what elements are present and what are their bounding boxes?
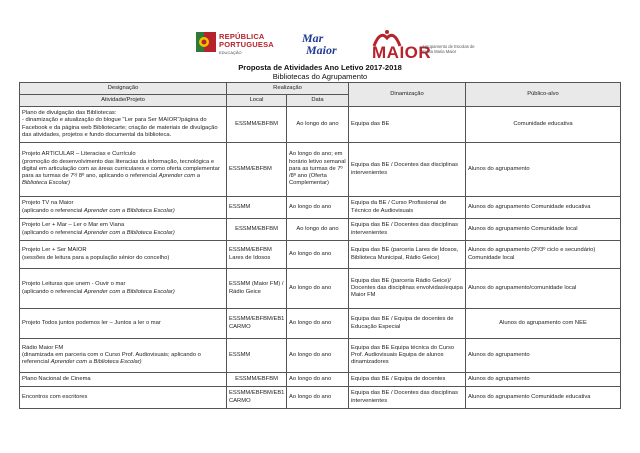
data-cell: Ao longo do ano [287, 269, 349, 309]
publico-cell: Alunos do agrupamento com NEE [466, 309, 621, 339]
activity-cell: Projeto Ler + Ser MAIOR (sessões de leitura para a população sénior do concelho) [20, 241, 227, 269]
local-cell: ESSMM/EBFBM [227, 107, 287, 143]
local-cell: ESSMM/EBFBM Lares de Idosos [227, 241, 287, 269]
dinamizacao-cell: Equipa das BE (parceria Rádio Geice)/ Docentes das disciplinas envolvidas/equipa Maior FM [349, 269, 466, 309]
data-cell: Ao longo do ano [287, 309, 349, 339]
data-cell: Ao longo do ano [287, 107, 349, 143]
activity-cell: Projeto Leituras que unem - Ouvir o mar (aplicando o referencial Aprender com a Biblioteca Escolar) [20, 269, 227, 309]
local-cell: ESSMM/EBFBM [227, 143, 287, 197]
publico-cell: Comunidade educativa [466, 107, 621, 143]
data-cell: Ao longo do ano [287, 373, 349, 387]
dinamizacao-cell: Equipa das BE / Equipa de docentes de Educação Especial [349, 309, 466, 339]
local-cell: ESSMM [227, 339, 287, 373]
activity-cell: Rádio Maior FM (dinamizada em parceria com o Curso Prof. Audiovisuais; aplicando o referencial Aprender com a Biblioteca Escolar) [20, 339, 227, 373]
dinamizacao-cell: Equipa das BE (parceria Lares de Idosos, Biblioteca Municipal, Rádio Geice) [349, 241, 466, 269]
activity-cell: Projeto Todos juntos podemos ler – Juntos a ler o mar [20, 309, 227, 339]
table-row [20, 309, 621, 339]
table-row [20, 197, 621, 219]
data-cell: Ao longo do ano [287, 197, 349, 219]
table-row [20, 219, 621, 241]
dinamizacao-cell: Equipa das BE / Equipa de docentes [349, 373, 466, 387]
data-cell: Ao longo do ano [287, 241, 349, 269]
data-cell: Ao longo do ano [287, 387, 349, 409]
mar-maior-logo [302, 32, 346, 58]
republica-emblem-icon [196, 32, 216, 52]
publico-cell: Alunos do agrupamento Comunidade educativa [466, 197, 621, 219]
header-data: Data [287, 95, 349, 107]
mar-maior-line1: Mar [302, 31, 324, 45]
data-cell: Ao longo do ano [287, 339, 349, 373]
dinamizacao-cell: Equipa das BE / Docentes das disciplinas intervenientes [349, 219, 466, 241]
header-atividade: Atividade/Projeto [20, 95, 227, 107]
publico-cell: Alunos do agrupamento/comunidade local [466, 269, 621, 309]
local-cell: ESSMM/EBFBM/EB1 CARMO [227, 387, 287, 409]
dinamizacao-cell: Equipa das BE Equipa técnica do Curso Prof. Audiovisuais Equipa de alunos dinamizadores [349, 339, 466, 373]
local-cell: ESSMM/EBFBM [227, 373, 287, 387]
header-realizacao: Realização [227, 83, 349, 95]
document-subtitle: Bibliotecas do Agrupamento [272, 72, 368, 81]
publico-cell: Alunos do agrupamento (2º/3º ciclo e secundário) Comunidade local [466, 241, 621, 269]
activity-cell: Plano de divulgação das Bibliotecas: - dinamização e atualização do blogue "Ler para Ser MAIOR"/página do Facebook e da página web Bibliotecarte; criação de materiais de divulgação das atividades, projetos e fundo documental da biblioteca. [20, 107, 227, 143]
header-local: Local [227, 95, 287, 107]
publico-cell: Alunos do agrupamento Comunidade local [466, 219, 621, 241]
maior-tagline: Agrupamento de Escolas de Santa Maria Maior [422, 44, 475, 54]
activity-cell: Plano Nacional de Cinema [20, 373, 227, 387]
mar-maior-line2: Maior [306, 43, 337, 57]
activity-cell: Projeto Ler + Mar – Ler o Mar em Viana (aplicando o referencial Aprender com a Biblioteca Escolar) [20, 219, 227, 241]
header-publico: Público-alvo [466, 83, 621, 107]
dinamizacao-cell: Equipa das BE / Docentes das disciplinas intervenientes [349, 387, 466, 409]
maior-word: MAIOR [372, 43, 432, 62]
activity-cell: Encontros com escritores [20, 387, 227, 409]
table-row [20, 269, 621, 309]
header-row-1 [20, 83, 621, 95]
header-logos [0, 0, 640, 62]
document-title: Proposta de Atividades Ano Letivo 2017-2018 [238, 63, 402, 72]
publico-cell: Alunos do agrupamento [466, 373, 621, 387]
header-dinamizacao: Dinamização [349, 83, 466, 107]
publico-cell: Alunos do agrupamento [466, 339, 621, 373]
local-cell: ESSMM (Maior FM) / Rádio Geice [227, 269, 287, 309]
table-row [20, 241, 621, 269]
publico-cell: Alunos do agrupamento [466, 143, 621, 197]
dinamizacao-cell: Equipa da BE / Curso Profissional de Técnico de Audiovisuais [349, 197, 466, 219]
republica-sub: EDUCAÇÃO [219, 50, 242, 55]
data-cell: Ao longo do ano [287, 219, 349, 241]
maior-logo [372, 28, 476, 62]
local-cell: ESSMM/EBFBM [227, 219, 287, 241]
publico-cell: Alunos do agrupamento Comunidade educativa [466, 387, 621, 409]
header-designacao: Designação [20, 83, 227, 95]
republica-text: REPÚBLICA PORTUGUESA [219, 32, 274, 49]
activities-table [19, 82, 621, 409]
table-row [20, 387, 621, 409]
table-row [20, 373, 621, 387]
activity-cell: Projeto ARTICULAR – Literacias e Currículo (promoção do desenvolvimento das literacias da informação, tecnológica e digital em articulação com as áreas curriculares e como oferta complementar para as turmas de 7º/ 8º ano, aplicando o referencial Aprender com a Biblioteca Escolar) [20, 143, 227, 197]
activity-cell: Projeto TV na Maior (aplicando o referencial Aprender com a Biblioteca Escolar) [20, 197, 227, 219]
local-cell: ESSMM/EBFBM/EB1 CARMO [227, 309, 287, 339]
data-cell: Ao longo do ano; em horário letivo semanal para as turmas de 7º /8º ano (Oferta Complementar) [287, 143, 349, 197]
dinamizacao-cell: Equipa das BE / Docentes das disciplinas intervenientes [349, 143, 466, 197]
table-row [20, 339, 621, 373]
local-cell: ESSMM [227, 197, 287, 219]
dinamizacao-cell: Equipa das BE [349, 107, 466, 143]
table-row [20, 143, 621, 197]
republica-portuguesa-logo [196, 30, 276, 60]
table-row [20, 107, 621, 143]
